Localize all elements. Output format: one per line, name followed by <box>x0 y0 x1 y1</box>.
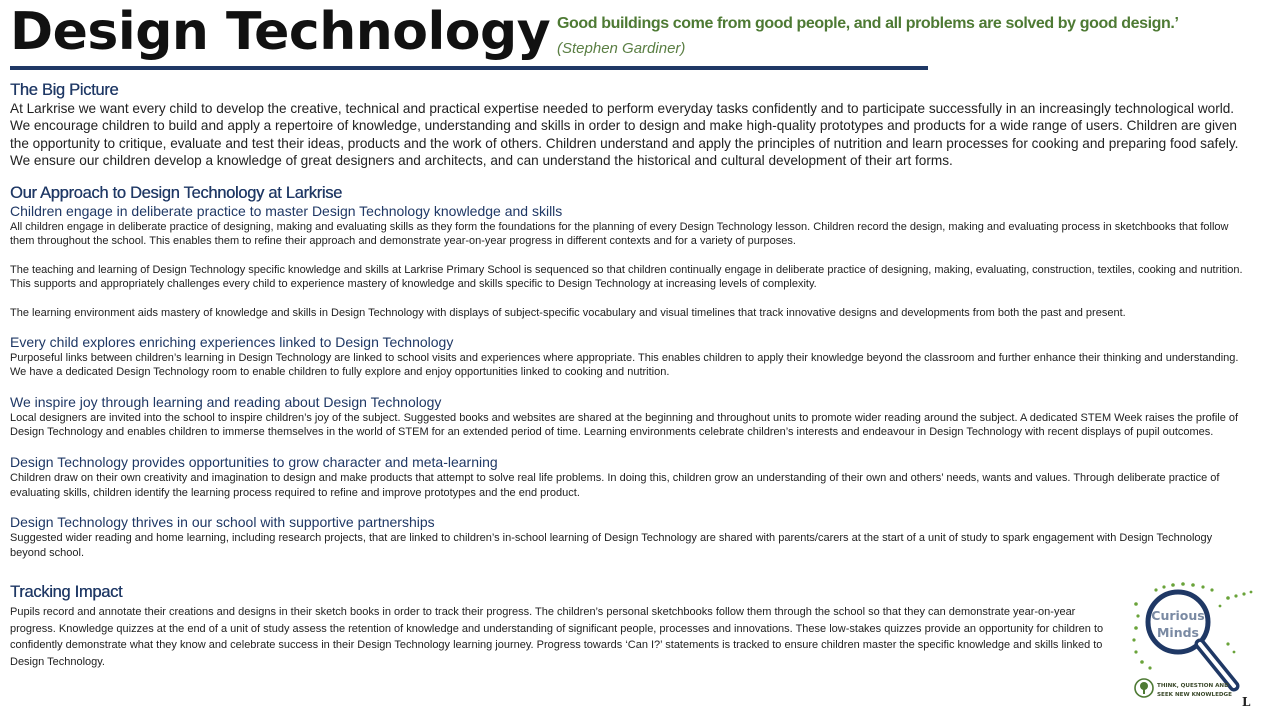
approach-subheading: Children engage in deliberate practice to master Design Technology knowledge and skills <box>10 202 563 219</box>
tracking-impact-text: Pupils record and annotate their creations and designs in their sketch books in order to track their progress. The children’s personal sketchbooks follow them through the school so that they can demonstrate year-on-year progress. Knowledge quizzes at the end of a unit of study assess the retention of knowledge and understanding of significant people, processes and innovations. These low-stakes quizzes provide an opportunity for children to confidently demonstrate what they know and celebrate success in their Design Technology learning journey. Progress towards ‘Can I?’ statements is tracked to ensure children master the specific knowledge and skills linked to Design Technology. <box>10 606 1104 668</box>
curious-minds-logo <box>1128 582 1256 710</box>
title-underline <box>10 66 928 70</box>
logo-word-curious: Curious <box>1151 608 1205 623</box>
approach-subheading: Every child explores enriching experiences linked to Design Technology <box>10 333 454 350</box>
approach-paragraph: The learning environment aids mastery of knowledge and skills in Design Technology with displays of subject-specific vocabulary and visual timelines that track innovative designs and developments from both the past and present. <box>10 307 1126 319</box>
approach-subsection <box>10 203 1246 321</box>
quote-author: (Stephen Gardiner) <box>557 40 686 57</box>
big-picture-section <box>10 80 1246 170</box>
approach-subsection <box>10 394 1246 440</box>
approach-paragraph: Suggested wider reading and home learning, including research projects, that are linked to children’s in-school learning of Design Technology are shared with parents/carers at the start of a unit of study to spark engagement with Design Technology beyond school. <box>10 532 1213 559</box>
logo-tagline-line2: SEEK NEW KNOWLEDGE <box>1157 692 1232 698</box>
approach-subheading: Design Technology provides opportunities to grow character and meta-learning <box>10 453 498 470</box>
tracking-impact-heading: Tracking Impact <box>10 583 123 602</box>
approach-paragraph: The teaching and learning of Design Technology specific knowledge and skills at Larkrise Primary School is sequenced so that children continually engage in deliberate practice of designing, making, evaluating, construction, textiles, cooking and nutrition. This supports and appropriately challenges every child to experience mastery of knowledge and skills specific to Design Technology at increasing levels of complexity. <box>10 263 1243 291</box>
approach-paragraph: Children draw on their own creativity and imagination to design and make products that attempt to solve real life problems. In doing this, children grow an understanding of their own and others’ needs, wants and values. Through deliberate practice of evaluating skills, children identify the learning process required to refine and improve prototypes and the end product. <box>10 471 1220 499</box>
tracking-impact-section <box>10 582 1246 670</box>
approach-subsection <box>10 334 1246 380</box>
quote-text: Good buildings come from good people, and all problems are solved by good design.’ <box>557 15 1179 32</box>
page-title: Design Technology <box>10 2 551 62</box>
approach-paragraph: Purposeful links between children’s learning in Design Technology are linked to school visits and experiences where appropriate. This enables children to apply their knowledge beyond the classroom and further enhance their thinking and understanding. We have a dedicated Design Technology room to enable children to fully explore and enjoy opportunities linked to cooking and nutrition. <box>10 351 1239 379</box>
logo-word-minds: Minds <box>1156 625 1200 640</box>
approach-subheading: Design Technology thrives in our school with supportive partnerships <box>10 514 435 531</box>
approach-paragraph: Local designers are invited into the school to inspire children’s joy of the subject. Suggested books and websites are shared at the beginning and throughout units to promote wider reading around the subject. A dedicated STEM Week raises the profile of Design Technology and enables children to immerse themselves in the world of STEM for an extended period of time. Learning environments celebrate children’s interests and endeavour in Design Technology with recent displays of pupil outcomes. <box>10 411 1239 439</box>
logo-tagline-line1: THINK, QUESTION AND <box>1157 683 1229 689</box>
approach-section <box>10 183 1246 561</box>
main-content <box>10 80 1246 670</box>
corner-mark: L <box>1242 695 1251 709</box>
big-picture-heading: The Big Picture <box>10 81 119 99</box>
approach-subsection <box>10 454 1246 500</box>
approach-subheading: We inspire joy through learning and reading about Design Technology <box>10 393 442 410</box>
approach-paragraph: All children engage in deliberate practice of designing, making and evaluating skills as they form the foundations for the planning of every Design Technology lesson. Children record the design, making and evaluating process in sketchbooks that follow them throughout the school. This enables them to refine their approach and demonstrate year-on-year progress in different contexts and for a variety of purposes. <box>10 220 1229 248</box>
approach-subsection <box>10 514 1246 560</box>
approach-heading: Our Approach to Design Technology at Larkrise <box>10 183 342 202</box>
big-picture-text: At Larkrise we want every child to develop the creative, technical and practical expertise needed to perform everyday tasks confidently and to participate successfully in an increasingly technological world. We encourage children to build and apply a repertoire of knowledge, understanding and skills in order to design and make high-quality prototypes and products for a wide range of users. Children are given the opportunity to critique, evaluate and test their ideas, products and the work of others. Children understand and apply the principles of nutrition and learn processes for cooking and preparing food safely. We ensure our children develop a knowledge of great designers and architects, and can understand the historical and cultural development of their art forms. <box>10 101 1239 169</box>
